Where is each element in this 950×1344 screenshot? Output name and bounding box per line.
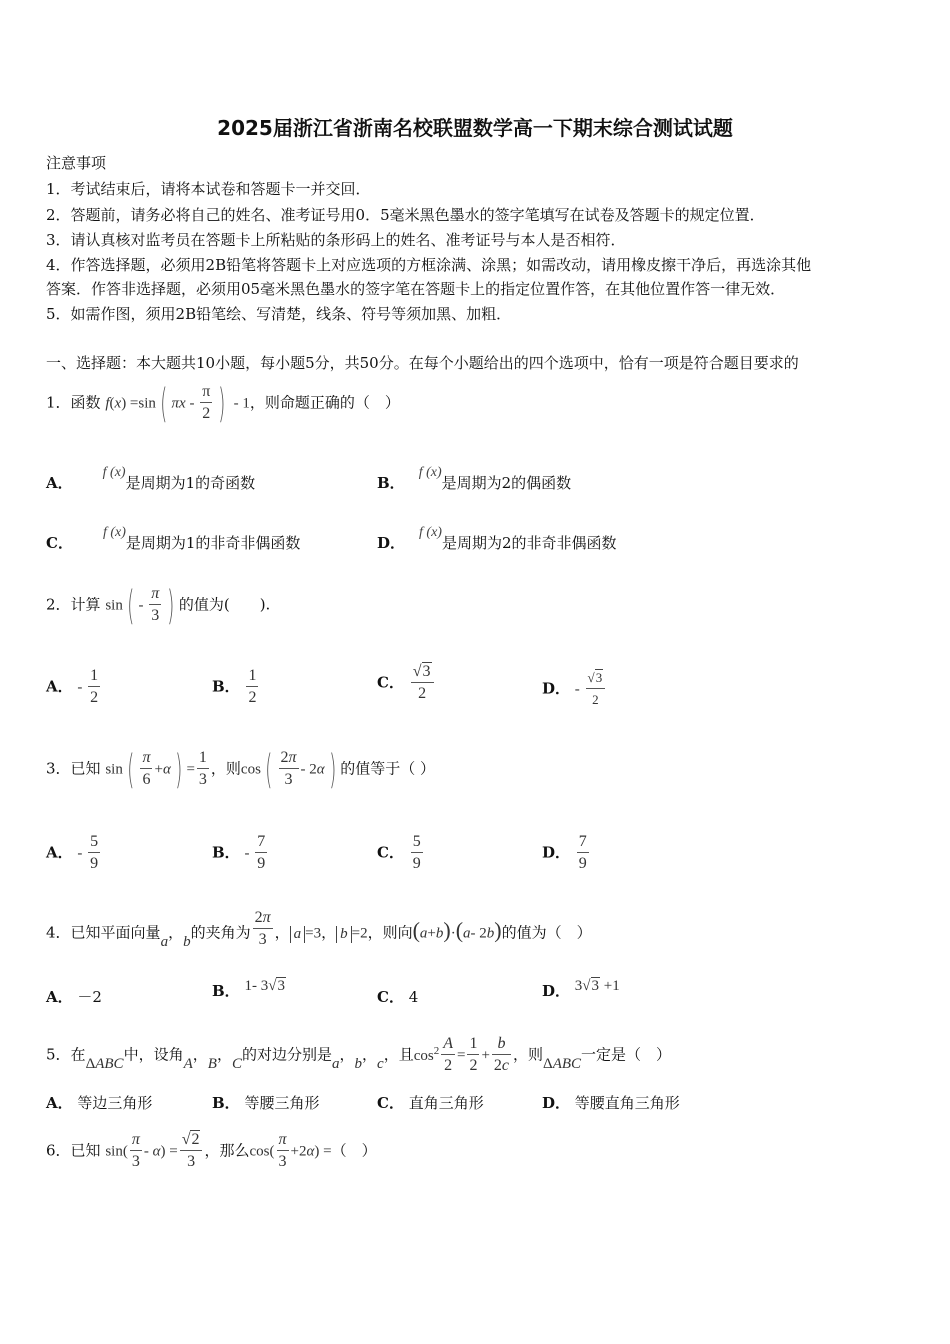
q4-option-d[interactable]: D． 3√3 +1 (542, 978, 620, 1000)
q2-option-a[interactable]: A． - $\frac{1}{2}$ (46, 667, 99, 706)
q1-option-d[interactable]: D．f (x)是周期为2的非奇非偶函数 (377, 525, 617, 552)
q5-option-d[interactable]: D． 等腰直角三角形 (542, 1094, 680, 1112)
question-3: 3．已知 sin ( $\frac{\pi}{6}$ +α ) = $\frac{1}{3}$ ，则cos ( $\frac{2\pi}{3}$ - 2α ) 的值等于（ ） (46, 746, 436, 793)
q3-option-c[interactable]: C． $\frac{5}{9}$ (377, 833, 421, 872)
q5-option-a[interactable]: A． 等边三角形 (46, 1094, 153, 1112)
question-1: 1．函数 f(x) =sin ( πx - $\frac{\pi}{2}$ ) - 1，则命题正确的（ ） (46, 380, 400, 427)
q3-option-a[interactable]: A． - $\frac{5}{9}$ (46, 833, 99, 872)
question-6: 6．已知 sin( $\frac{\pi}{3}$ - α) = $\frac{√2}{3}$ ，那么cos( $\frac{\pi}{3}$ +2α) =（ ） (46, 1131, 377, 1170)
notice-item-3: 3．请认真核对监考员在答题卡上所粘贴的条形码上的姓名、准考证号与本人是否相符． (46, 231, 626, 249)
notice-item-4-cont: 答案．作答非选择题，必须用05毫米黑色墨水的签字笔在答题卡上的指定位置作答，在其他位置作答一律无效． (46, 280, 786, 298)
q2-option-b[interactable]: B． $\frac{1}{2}$ (212, 667, 257, 706)
notice-heading: 注意事项 (46, 154, 107, 172)
notice-item-5: 5．如需作图，须用2B铅笔绘、写清楚，线条、符号等须加黑、加粗． (46, 305, 512, 323)
page-title: 2025届浙江省浙南名校联盟数学高一下期末综合测试试题 (217, 116, 733, 140)
q2-option-c[interactable]: C． $\frac{√3}{2}$ (377, 662, 436, 705)
q4-option-a[interactable]: A． －2 (46, 988, 102, 1006)
question-number: 1． (46, 393, 71, 412)
q3-option-d[interactable]: D． $\frac{7}{9}$ (542, 833, 587, 872)
notice-item-4: 4．作答选择题，必须用2B铅笔将答题卡上对应选项的方框涂满、涂黑；如需改动，请用橡皮擦干净后，再选涂其他 (46, 256, 812, 274)
q1-option-b[interactable]: B．f (x)是周期为2的偶函数 (377, 465, 572, 492)
question-5: 5．在ΔABC中，设角A，B，C的对边分别是a，b，c，且$\cos^2$ $\frac{A}{2}$ = $\frac{1}{2}$ + $\frac{b}{2c}$ ，则ΔABC一定是（ ） (46, 1035, 672, 1074)
q4-option-b[interactable]: B． 1- 3√3 (212, 978, 285, 1000)
q3-option-b[interactable]: B． - $\frac{7}{9}$ (212, 833, 266, 872)
q4-option-c[interactable]: C． 4 (377, 988, 419, 1006)
question-2: 2．计算 sin ( - $\frac{\pi}{3}$ ) 的值为( ). (46, 582, 271, 629)
q5-option-b[interactable]: B． 等腰三角形 (212, 1094, 320, 1112)
q1-option-c[interactable]: C．f (x)是周期为1的非奇非偶函数 (46, 525, 301, 552)
notice-item-2: 2．答题前，请务必将自己的姓名、准考证号用0．5毫米黑色墨水的签字笔填写在试卷及答题卡的规定位置． (46, 206, 765, 224)
q5-option-c[interactable]: C． 直角三角形 (377, 1094, 484, 1112)
q2-option-d[interactable]: D． - $\frac{√3}{2}$ (542, 668, 607, 711)
section-heading: 一、选择题：本大题共10小题，每小题5分，共50分。在每个小题给出的四个选项中，恰有一项是符合题目要求的 (46, 354, 799, 372)
notice-item-1: 1．考试结束后，请将本试卷和答题卡一并交回． (46, 180, 371, 198)
q1-option-a[interactable]: A．f (x)是周期为1的奇函数 (46, 465, 256, 492)
question-4: 4．已知平面向量a，b的夹角为 $\frac{2\pi}{3}$ ， a =3， b =2，则向(a+b)·(a- 2b)的值为（ ） (46, 909, 592, 950)
